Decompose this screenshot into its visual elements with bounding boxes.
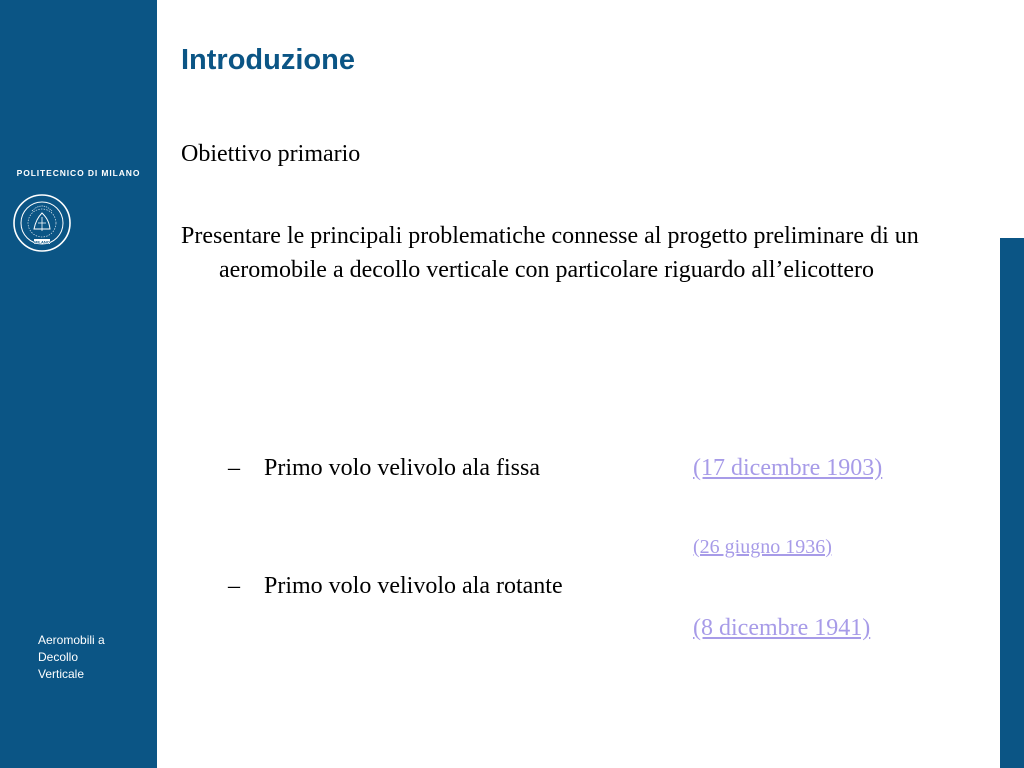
date-link-1941[interactable]: (8 dicembre 1941)	[693, 615, 871, 641]
sidebar	[0, 0, 157, 768]
bullet-rotary-wing	[228, 571, 563, 601]
right-accent-bar	[1000, 238, 1024, 768]
university-seal-icon	[12, 193, 72, 253]
objective-paragraph: Presentare le principali problematiche connesse al progetto preliminare di un aeromobile a decollo verticale con particolare riguardo all’elicottero	[181, 223, 919, 283]
bullet-text: Primo volo velivolo ala fissa	[264, 455, 540, 481]
bullet-dash: –	[228, 455, 240, 481]
course-label: Aeromobili a Decollo Verticale	[38, 633, 105, 681]
subheading: Obiettivo primario	[181, 141, 361, 167]
bullet-dash: –	[228, 573, 240, 599]
slide-title: Introduzione	[181, 44, 355, 76]
date-link-1936[interactable]: (26 giugno 1936)	[693, 536, 832, 558]
bullet-text: Primo volo velivolo ala rotante	[264, 573, 563, 599]
bullet-fixed-wing	[228, 453, 540, 483]
date-link-1903[interactable]: (17 dicembre 1903)	[693, 455, 883, 481]
institution-name: POLITECNICO DI MILANO	[16, 168, 141, 178]
seal-bottom-text: MILANO	[34, 239, 50, 245]
